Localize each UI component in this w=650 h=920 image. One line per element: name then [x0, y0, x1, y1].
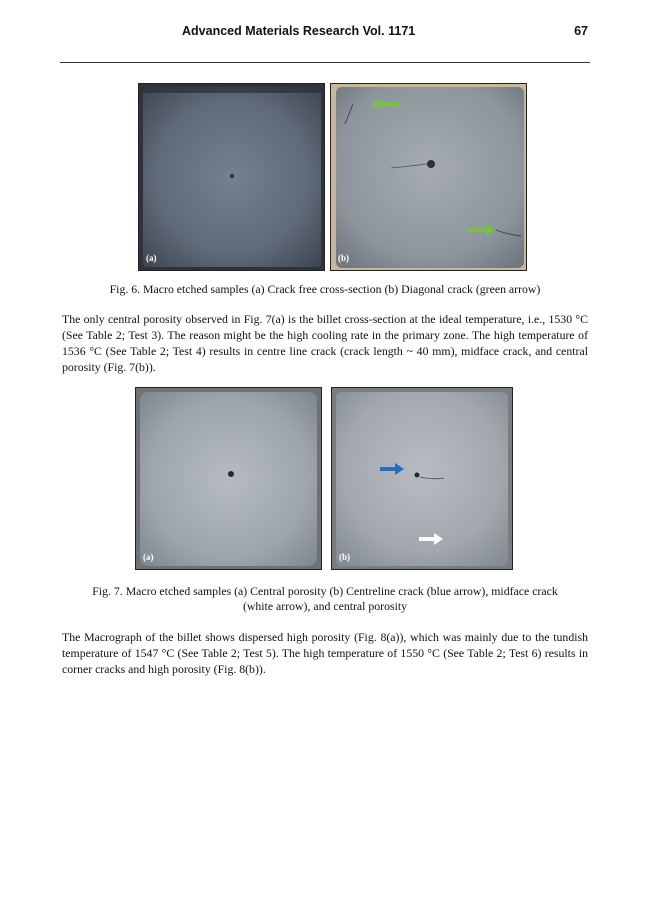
fig7-panel-a-label: (a)	[143, 552, 154, 562]
fig6a-texture	[139, 84, 324, 270]
page-number: 67	[574, 24, 588, 38]
green-arrow-icon	[371, 98, 399, 110]
fig7-caption-line-1: Fig. 7. Macro etched samples (a) Central porosity (b) Centreline crack (blue arrow), midface crack	[92, 584, 558, 598]
paragraph-1: The only central porosity observed in Fig. 7(a) is the billet cross-section at the ideal temperature, i.e., 1530 °C (See Table 2; Test 3). The reason might be the high cooling rate in the primary zone. The high temperature of 1536 °C (See Table 2; Test 4) results in centre line crack (crack length ~ 40 mm), midface crack, and central porosity (Fig. 7(b)).	[62, 312, 588, 374]
fig6b-texture	[331, 84, 526, 270]
fig6-panel-b-photo	[330, 83, 527, 271]
header-rule	[60, 62, 590, 63]
fig7-caption	[40, 584, 610, 614]
paragraph-2: The Macrograph of the billet shows dispersed high porosity (Fig. 8(a)), which was mainly due to the tundish temperature of 1547 °C (See Table 2; Test 5). The high temperature of 1550 °C (See Table 2; Test 6) results in corner cracks and high porosity (Fig. 8(b)).	[62, 630, 588, 676]
running-title: Advanced Materials Research Vol. 1171	[182, 24, 416, 38]
fig6-panel-a-label: (a)	[146, 253, 157, 263]
white-arrow-icon	[419, 533, 443, 545]
fig6-panel-a-photo	[138, 83, 325, 271]
green-arrow-icon	[467, 224, 495, 236]
fig7-panel-b-photo	[331, 387, 513, 570]
fig7-panel-b-label: (b)	[339, 552, 350, 562]
fig6-panel-b-label: (b)	[338, 253, 349, 263]
fig6-caption: Fig. 6. Macro etched samples (a) Crack free cross-section (b) Diagonal crack (green arrow)	[109, 282, 541, 296]
blue-arrow-icon	[380, 463, 404, 475]
fig7a-texture	[136, 388, 321, 569]
fig7-caption-line-2: (white arrow), and central porosity	[242, 599, 408, 613]
fig7-panel-a-photo	[135, 387, 322, 570]
